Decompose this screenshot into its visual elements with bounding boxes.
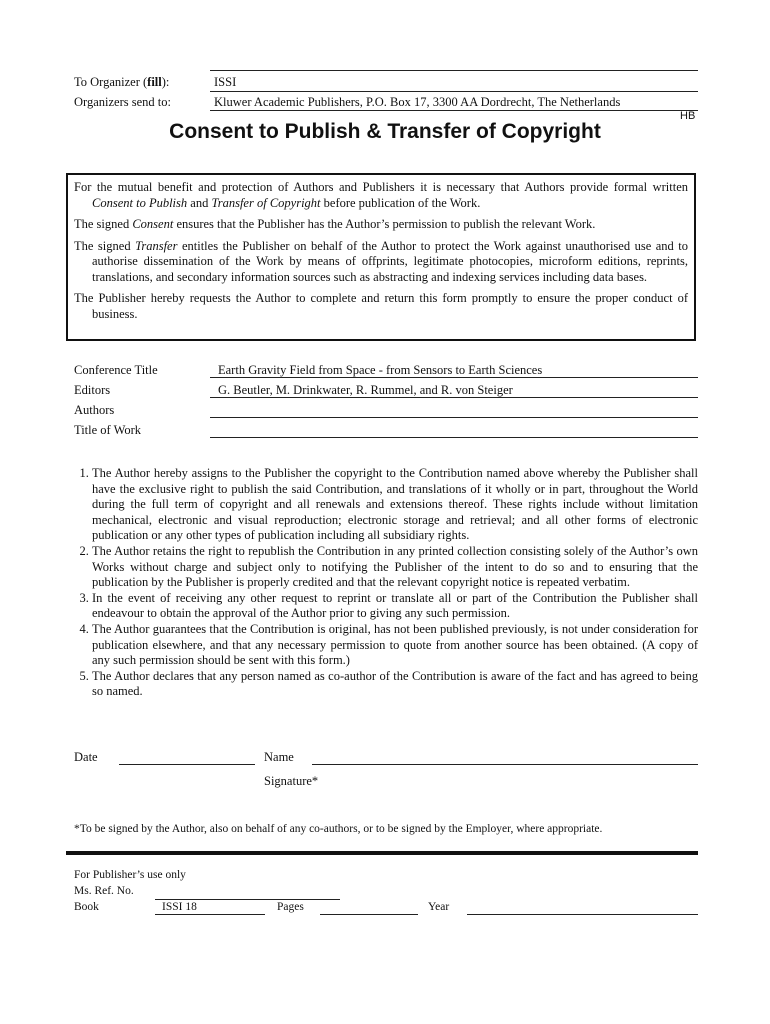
conference-title-field[interactable]: Earth Gravity Field from Space - from Sensors to Earth Sciences xyxy=(218,363,543,377)
organizer-value-underline xyxy=(210,91,698,92)
send-to-address: Kluwer Academic Publishers, P.O. Box 17, 3300 AA Dordrecht, The Netherlands xyxy=(214,95,621,109)
editors-label: Editors xyxy=(74,383,111,397)
organizer-value[interactable]: ISSI xyxy=(214,75,237,89)
publisher-section-rule xyxy=(66,851,698,855)
name-field[interactable] xyxy=(312,764,698,765)
page-title: Consent to Publish & Transfer of Copyright xyxy=(169,120,601,143)
intro-paragraph-2: The signed Consent ensures that the Publisher has the Author’s permission to publish the relevant Work. xyxy=(74,217,596,231)
intro-paragraph-1: For the mutual benefit and protection of Authors and Publishers it is necessary that Authors provide formal written Consent to Publish and Transfer of Copyright before publication of the Work. xyxy=(74,180,688,210)
year-field[interactable] xyxy=(467,914,698,915)
organizer-label: To Organizer (fill): xyxy=(74,75,170,89)
book-underline xyxy=(155,914,265,915)
conference-title-underline xyxy=(210,377,698,378)
title-of-work-label: Title of Work xyxy=(74,423,142,437)
authors-underline xyxy=(210,417,698,418)
authors-label: Authors xyxy=(74,403,115,417)
term-item: 4. The Author guarantees that the Contribution is original, has not been published previously, is not under consideration for publication elsewhere, and that any necessary permission to quote from another source has been obtained. (A copy of any such permission should be sent with this form.) xyxy=(92,622,698,669)
editors-underline xyxy=(210,397,698,398)
intro-box xyxy=(66,173,696,341)
date-field[interactable] xyxy=(119,764,255,765)
editors-field[interactable]: G. Beutler, M. Drinkwater, R. Rummel, and R. von Steiger xyxy=(218,383,513,397)
conference-title-label: Conference Title xyxy=(74,363,158,377)
send-to-label: Organizers send to: xyxy=(74,95,171,109)
term-item: 2. The Author retains the right to republish the Contribution in any printed collection consisting solely of the Author’s own Works without charge and subject only to notifying the Publisher of the intent to do so and to ensuring that the publication by the Publisher is properly credited and that the relevant copyright notice is repeated verbatim. xyxy=(92,544,698,591)
book-value[interactable]: ISSI 18 xyxy=(162,901,197,913)
term-item: 1. The Author hereby assigns to the Publisher the copyright to the Contribution named above whereby the Publisher shall have the exclusive right to publish the said Contribution, and translations of it wholly or in part, throughout the World during the full term of copyright and all renewals and extensions thereof. These rights include without limitation mechanical, electronic and visual reproduction; electronic storage and retrieval; and all other forms of electronic publication or any other types of publication including all subsidiary rights. xyxy=(92,466,698,544)
ms-ref-field[interactable] xyxy=(155,899,340,900)
term-item: 3. In the event of receiving any other request to reprint or translate all or part of the Contribution the Publisher shall endeavour to obtain the approval of the Author prior to giving any such permission. xyxy=(92,591,698,622)
year-label: Year xyxy=(428,901,450,913)
send-to-underline xyxy=(210,110,698,111)
intro-paragraph-3: The signed Transfer entitles the Publisher on behalf of the Author to protect the Work against unauthorised use and to authorise dissemination of the Work by means of offprints, legitimate photocopies, microform editions, reprints, translations, and secondary information sources such as abstracting and indexing services including data bases. xyxy=(74,238,689,284)
title-of-work-underline xyxy=(210,437,698,438)
terms-list xyxy=(74,466,698,700)
intro-paragraph-4: The Publisher hereby requests the Author to complete and return this form promptly to ensure the proper conduct of business. xyxy=(74,291,688,321)
name-label: Name xyxy=(264,750,294,764)
ms-ref-label: Ms. Ref. No. xyxy=(74,885,134,897)
header-top-rule xyxy=(210,70,698,71)
signature-footnote: *To be signed by the Author, also on behalf of any co-authors, or to be signed by the Employer, where appropriate. xyxy=(74,823,603,835)
pages-field[interactable] xyxy=(320,914,418,915)
form-code: HB xyxy=(680,110,696,122)
term-item: 5. The Author declares that any person named as co-author of the Contribution is aware of the fact and has agreed to being so named. xyxy=(92,669,698,700)
date-label: Date xyxy=(74,750,98,764)
book-label: Book xyxy=(74,901,99,913)
signature-label: Signature* xyxy=(264,774,319,788)
pages-label: Pages xyxy=(277,901,304,913)
publisher-use-heading: For Publisher’s use only xyxy=(74,869,186,881)
